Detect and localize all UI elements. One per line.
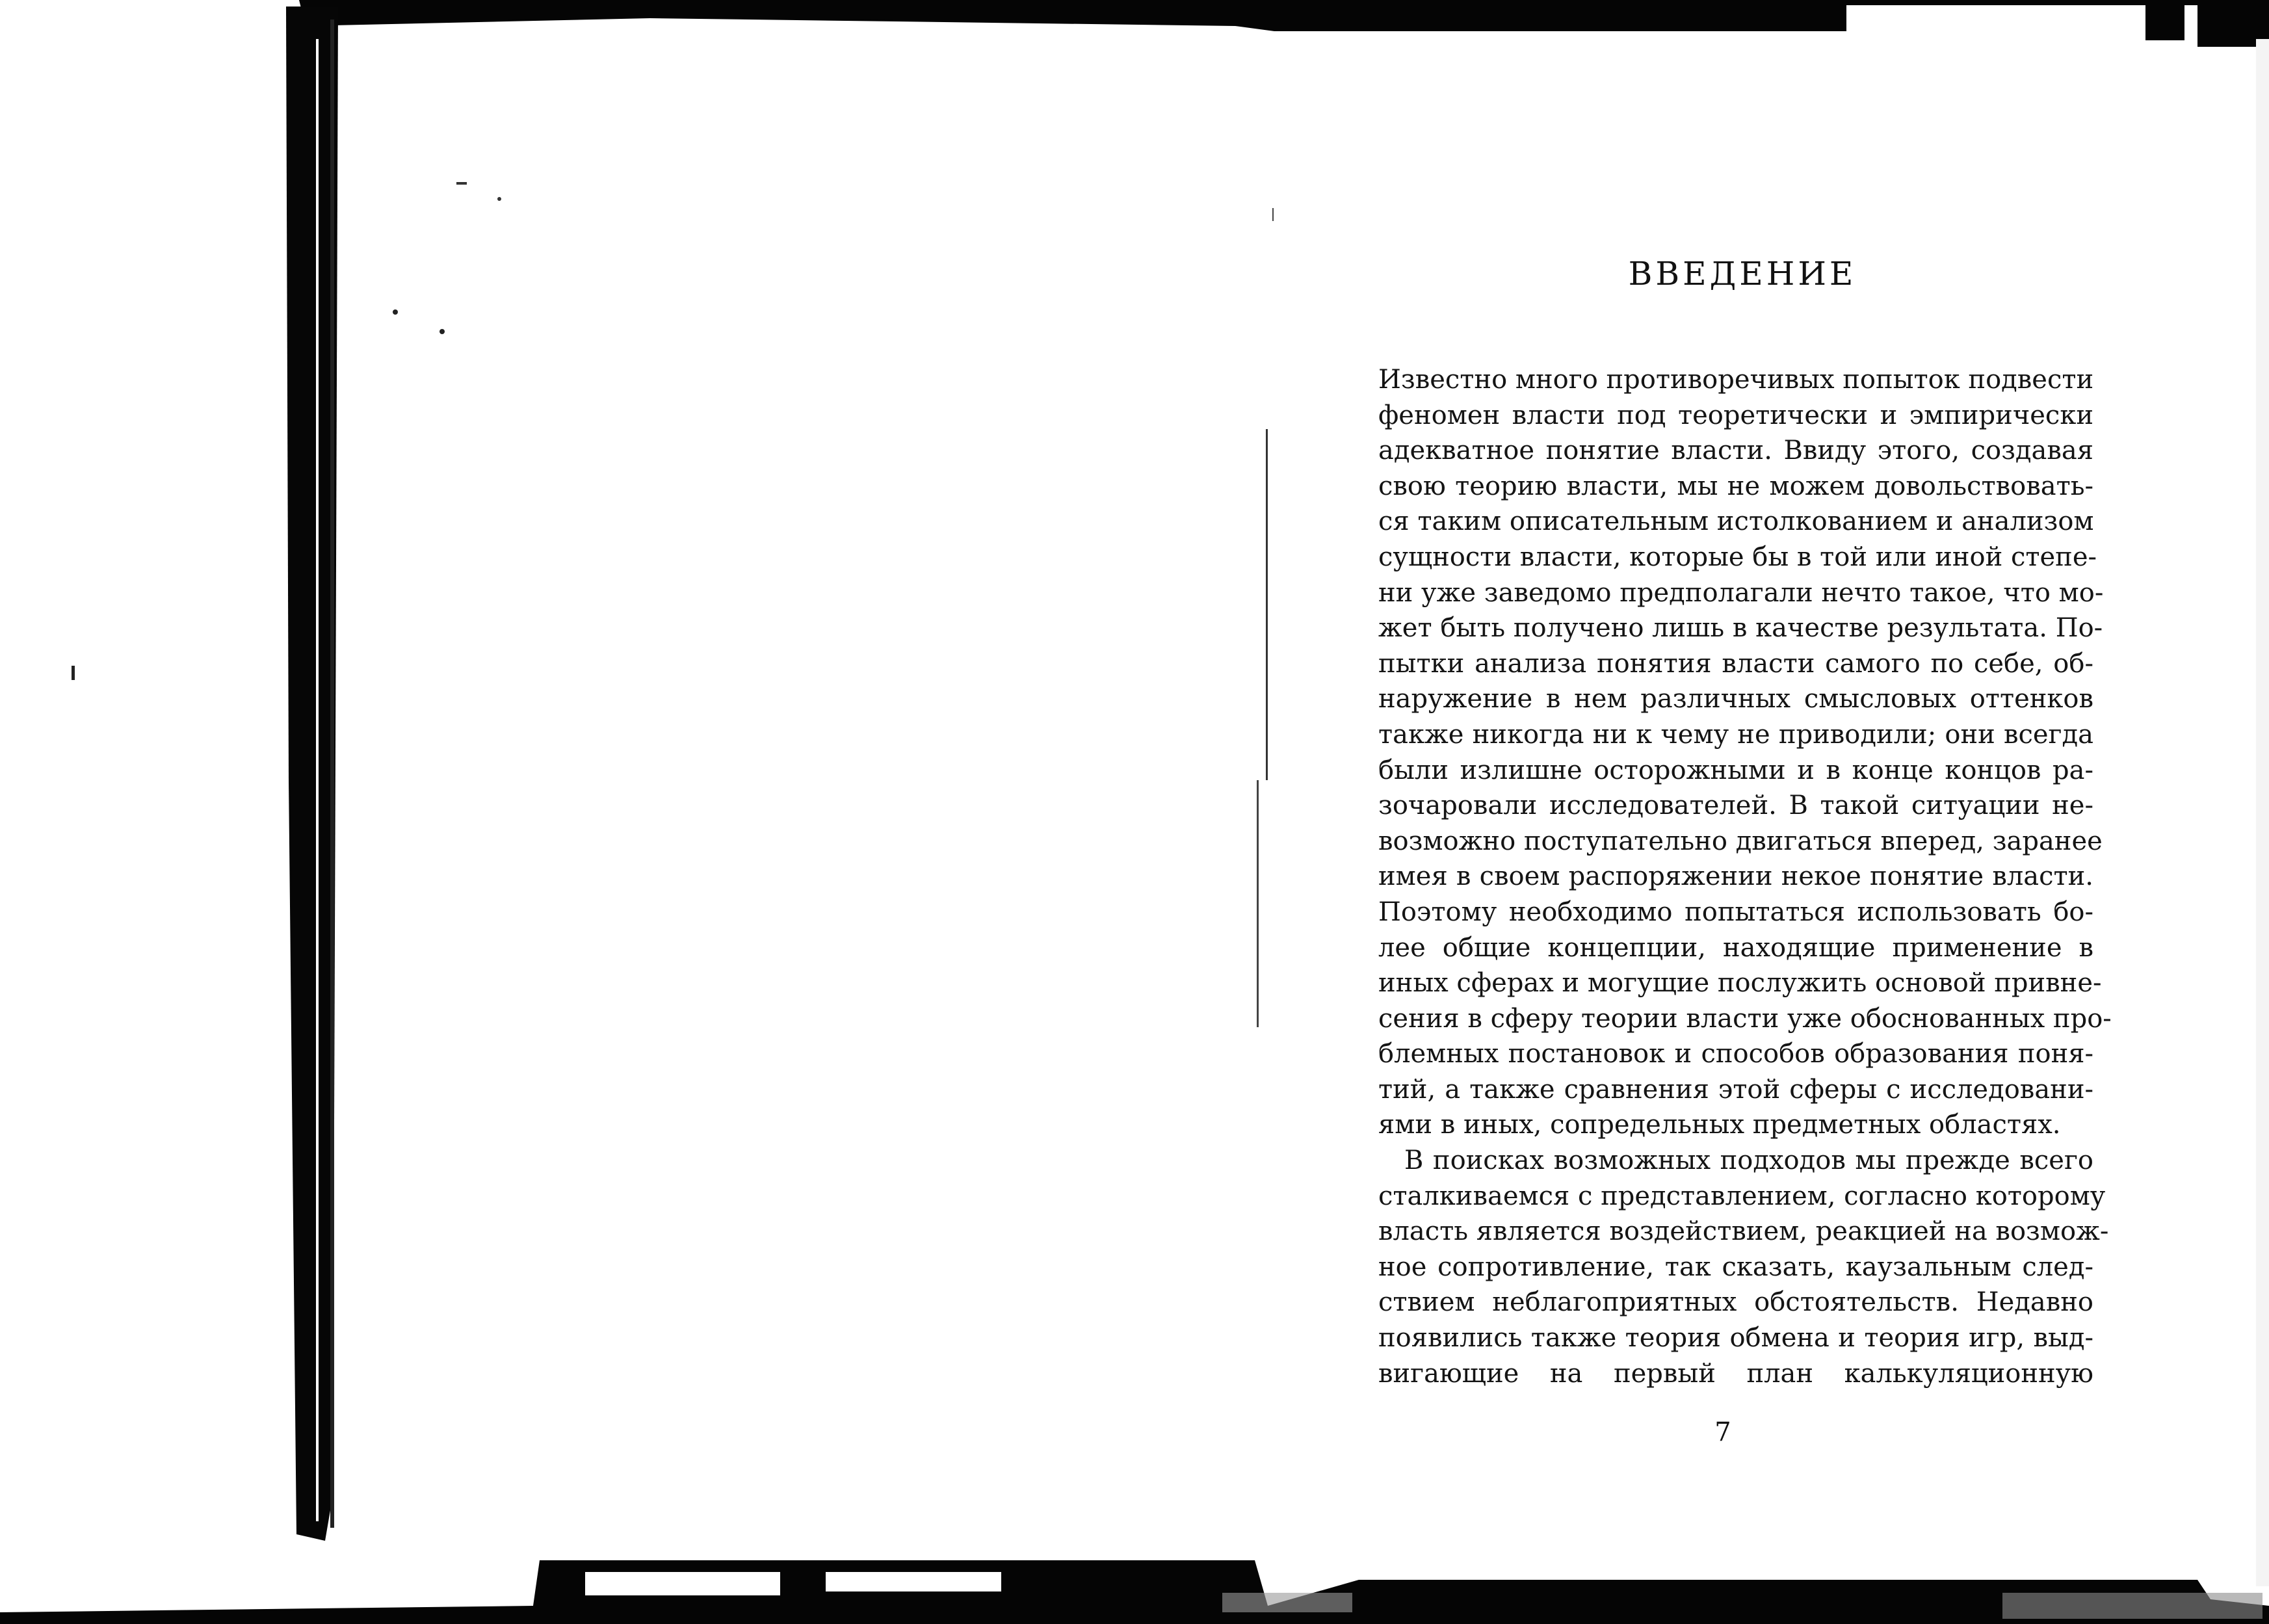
text-line: сталкиваемся с представлением, согласно которому (1378, 1181, 2106, 1211)
text-line: ное сопротивление, так сказать, каузальным след- (1378, 1251, 2093, 1282)
gutter-line (1266, 429, 1268, 780)
page-title: ВВЕДЕНИЕ (1628, 255, 1857, 293)
text-line: феномен власти под теоретически и эмпирически (1378, 400, 2093, 430)
text-line: ствием неблагоприятных обстоятельств. Недавно (1378, 1287, 2093, 1318)
text-line: тий, а также сравнения этой сферы с исследовани- (1378, 1074, 2093, 1105)
text-line: Известно много противоречивых попыток подвести (1378, 365, 2094, 395)
text-line: имея в своем распоряжении некое понятие власти. (1378, 861, 2093, 892)
text-line: ни уже заведомо предполагали нечто такое, что мо- (1378, 577, 2104, 608)
text-line: сущности власти, которые бы в той или иной степе- (1378, 542, 2097, 572)
text-line: Поэтому необходимо попытаться использовать бо- (1378, 897, 2093, 927)
text-line: иных сферах и могущие послужить основой привне- (1378, 968, 2102, 999)
text-line: пытки анализа понятия власти самого по себе, об- (1378, 648, 2093, 679)
text-line: наружение в нем различных смысловых оттенков (1378, 684, 2093, 714)
text-line: адекватное понятие власти. Ввиду этого, создавая (1378, 436, 2093, 466)
text-line: были излишне осторожными и в конце концов ра- (1378, 755, 2093, 785)
text-line: ся таким описательным истолкованием и анализом (1378, 506, 2094, 537)
scan-border-top-right (2145, 0, 2184, 40)
text-line: сения в сферу теории власти уже обоснованных про- (1378, 1003, 2112, 1034)
text-line: зочаровали исследователей. В такой ситуации не- (1378, 791, 2093, 821)
text-line: свою теорию власти, мы не можем довольствовать- (1378, 471, 2093, 501)
text-line: также никогда ни к чему не приводили; они всегда (1378, 719, 2093, 750)
text-line: блемных постановок и способов образования поня- (1378, 1039, 2093, 1069)
right-edge (2256, 39, 2269, 1586)
text-line: появились также теория обмена и теория игр, выд- (1378, 1323, 2093, 1354)
text-line: В поисках возможных подходов мы прежде всего (1404, 1146, 2093, 1176)
text-line: ями в иных, сопредельных предметных областях. (1378, 1110, 2061, 1140)
text-line: вигающие на первый план калькуляционную (1378, 1358, 2093, 1389)
text-line: лее общие концепции, находящие применение в (1378, 932, 2093, 963)
text-line: власть является воздействием, реакцией на возмож- (1378, 1216, 2109, 1247)
body-text (1378, 362, 2112, 1391)
page-number: 7 (1714, 1417, 1731, 1447)
text-line: возможно поступательно двигаться вперед, заранее (1378, 826, 2103, 856)
text-line: жет быть получено лишь в качестве результата. По- (1378, 613, 2103, 644)
